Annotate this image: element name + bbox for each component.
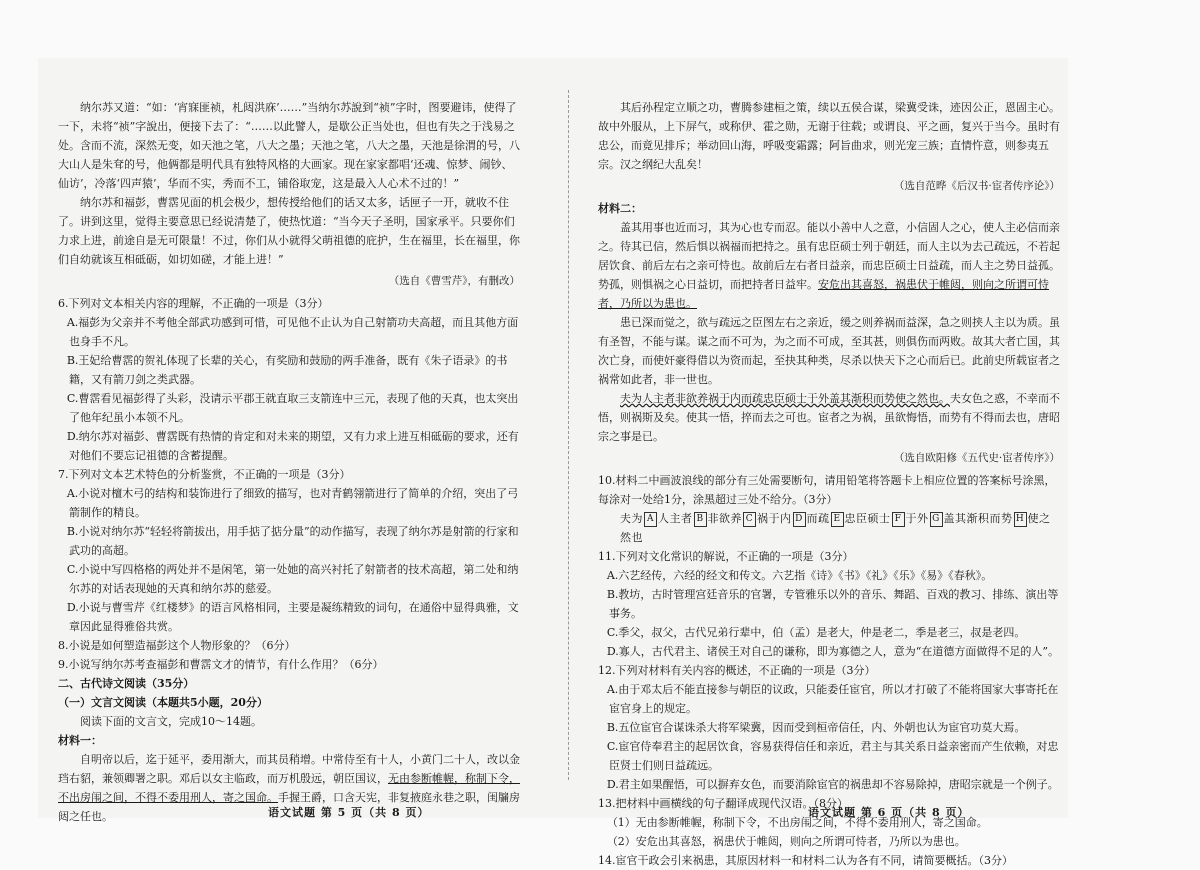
segment: 使之然也 xyxy=(620,512,1051,544)
segment: 盖其渐积而势 xyxy=(943,512,1013,525)
answer-box-h[interactable]: H xyxy=(1014,512,1027,527)
source-note: （选自欧阳修《五代史·宦者传序》） xyxy=(893,452,1060,464)
material-1-continued: 其后孙程定立顺之功，曹腾参建桓之策，续以五侯合谋，梁冀受诛，迹因公正，恩固主心。故中外服从，上下屏气，或称伊、霍之勋，无谢于往载；或谓良、平之画，复兴于当今。虽时有忠公，而竟见排斥；举动回山海，呼吸变霜露；阿旨曲求，则光宠三族；直情忤意，则参夷五宗。汉之纲纪大乱矣！ xyxy=(598,101,1060,171)
page-5 xyxy=(58,98,520,826)
question-13-part-1: （1）无由参断帷幄，称制下令，不出房闱之间，不得不委用刑人，寄之国命。 xyxy=(606,816,988,829)
option-7d: D.小说与曹雪芹《红楼梦》的语言风格相同，主要是凝练精致的词句，在通俗中显得典雅，文章因此显得雅俗共赏。 xyxy=(66,601,519,633)
option-7b: B.小说对纳尔苏“轻轻将箭拔出，用手掂了掂分量”的动作描写，表现了纳尔苏是射箭的行家和武功的高超。 xyxy=(66,525,519,557)
material-2-text-e: 夫女色之惑，不幸而不悟，则祸斯及矣。使其一悟，捽而去之可也。宦者之为祸，虽欲悔悟，而势有不得而去也，唐昭宗之事是已。 xyxy=(598,392,1060,443)
option-11a: A.六艺经传，六经的经文和传文。六艺指《诗》《书》《礼》《乐》《易》《春秋》。 xyxy=(606,569,993,582)
option-7c: C.小说中写四格格的两处并不是闲笔，第一处她的高兴衬托了射箭者的技术高超，第二处和纳尔苏的对话表现她的天真和纳尔苏的慈爱。 xyxy=(66,563,519,595)
source-note: （选自范晔《后汉书·宦者传序论》） xyxy=(893,180,1060,192)
underlined-sentence-1: 无由参断帷幄，称制下令，不出房闱之间，不得不委用刑人，寄之国命。 xyxy=(58,772,520,804)
material-1-text-c: 手握王爵，口含天宪，非复掖庭永巷之职，闺牖房闼之任也。 xyxy=(58,791,520,823)
answer-box-g[interactable]: G xyxy=(930,512,943,527)
option-11c: C.季父，叔父，古代兄弟行辈中，伯（孟）是老大，仲是老二，季是老三，叔是老四。 xyxy=(606,626,1026,639)
question-13: 13.把材料中画横线的句子翻译成现代汉语。（8分） xyxy=(598,797,848,810)
material-1-text-a: 自明帝以后，迄于延平，委用渐大，而其员稍增。中常侍至有十人，小黄门二十人，改以金珰右貂，兼领卿署之职。邓后以女主临政，而万机殷远，朝臣国议， xyxy=(58,753,520,785)
option-6a: A.福彭为父亲并不考他全部武功感到可惜，可见他不止认为自己射箭功夫高超，而且其他方面也身手不凡。 xyxy=(66,316,519,348)
option-12c: C.宦官侍奉君主的起居饮食，容易获得信任和亲近，君主与其关系日益亲密而产生依赖，对忠臣贤士们则日益疏远。 xyxy=(606,740,1059,772)
answer-box-d[interactable]: D xyxy=(793,512,806,527)
page-divider xyxy=(568,90,570,780)
option-7a: A.小说对檀木弓的结构和装饰进行了细致的描写，也对青鹤翎箭进行了简单的介绍，突出了弓箭制作的精良。 xyxy=(66,487,519,519)
punctuation-line xyxy=(598,509,1060,547)
question-11: 11.下列对文化常识的解说，不正确的一项是（3分） xyxy=(598,550,854,563)
option-6c: C.曹霑看见福彭得了头彩，没请示平郡王就直取三支箭连中三元，表现了他的天真，也太突出了他年纪虽小本领不凡。 xyxy=(66,392,519,424)
question-6: 6.下列对文本相关内容的理解，不正确的一项是（3分） xyxy=(58,297,329,310)
option-6d: D.纳尔苏对福彭、曹霑既有热情的肯定和对未来的期望，又有力求上进互相砥砺的要求，还有对他们不要忘记祖德的含蓄提醒。 xyxy=(66,430,519,462)
page-footer-5: 语文试题 第 5 页（共 8 页） xyxy=(268,806,430,819)
material-2-text xyxy=(598,218,1060,313)
option-12d: D.君主如果醒悟，可以摒弃女色，而要消除宦官的祸患却不容易除掉，唐昭宗就是一个例子。 xyxy=(606,778,1059,791)
material-2-paragraph xyxy=(598,389,1060,446)
passage-paragraph: 纳尔苏又道：“如：‘宵寐匪祯，札闼洪庥’……”当纳尔苏說到“祯”字时，图要避讳，使得了一下，未将“祯”字說出，便接下去了：“……以此譬人，是歇公正当处也，但也有失之于浅易之处。含而不流，深然无变，如天池之笔，八大之墨；天池之笔，八大之墨，天池是徐渭的号，八大山人是朱耷的号，他俩都是明代具有独特风格的大画家。现在家家都唱‘还魂、惊梦、闹钞、仙访’，冷落‘四声猿’，华而不实，秀而不工，铺俗取宠，这是最入人心术不过的！” xyxy=(58,101,520,190)
option-11d: D.寡人，古代君主、诸侯王对自己的谦称，即为寡德之人，意为“在道德方面做得不足的人”。 xyxy=(606,645,1059,658)
answer-box-a[interactable]: A xyxy=(644,512,657,527)
segment: 夫为 xyxy=(620,512,643,525)
material-2-paragraph: 患已深而觉之，欲与疏远之臣图左右之亲近，缓之则养祸而益深，急之则挟人主以为质。虽有圣智，不能与谋。谋之而不可为，为之而不可成，至其甚，则俱伤而两败。故其大者亡国，其次亡身，而使奸豪得借以为资而起，至抉其种类，尽杀以快天下之心而后已。此前史所载宦者之祸常如此者，非一世也。 xyxy=(598,316,1060,386)
page-6 xyxy=(598,98,1060,870)
question-12: 12.下列对材料有关内容的概述，不正确的一项是（3分） xyxy=(598,664,876,677)
segment: 而疏 xyxy=(806,512,830,525)
answer-box-e[interactable]: E xyxy=(831,512,844,527)
question-10: 10.材料二中画波浪线的部分有三处需要断句，请用铅笔将答题卡上相应位置的答案标号涂黑，每涂对一处给1分，涂黑超过三处不给分。（3分） xyxy=(598,474,1056,506)
question-8: 8.小说是如何塑造福彭这个人物形象的？（6分） xyxy=(58,639,296,652)
question-13-part-2: （2）安危出其喜怒，祸患伏于帷闼，则向之所谓可恃者，乃所以为患也。 xyxy=(606,835,966,848)
subsection-heading: （一）文言文阅读（本题共5小题，20分） xyxy=(58,696,268,709)
instructions: 阅读下面的文言文，完成10～14题。 xyxy=(80,715,262,728)
segment: 于外 xyxy=(905,512,929,525)
option-6b: B.王妃给曹霑的贺礼体现了长辈的关心，有奖励和鼓励的两手准备，既有《朱子语录》的书籍，又有箭刀剑之类武器。 xyxy=(66,354,508,386)
section-heading: 二、古代诗文阅读（35分） xyxy=(58,677,195,690)
segment: 忠臣硕士 xyxy=(844,512,891,525)
wavy-line-sentence: 夫为人主者非欲养祸于内而疏忠臣硕士于外盖其渐积而势使之然也。 xyxy=(620,392,950,405)
option-11b: B.教坊，古时管理宫廷音乐的官署，专管雅乐以外的音乐、舞蹈、百戏的教习、排练、演出等事务。 xyxy=(606,588,1059,620)
question-9: 9.小说写纳尔苏考查福彭和曹霑文才的情节，有什么作用？（6分） xyxy=(58,658,384,671)
segment: 非欲养 xyxy=(707,512,742,525)
question-14: 14.宦官干政会引来祸患，其原因材料一和材料二认为各有不同，请简要概括。（3分） xyxy=(598,854,1013,867)
answer-box-c[interactable]: C xyxy=(743,512,756,527)
source-note: （选自《曹雪芹》，有删改） xyxy=(388,275,520,287)
passage-paragraph: 纳尔苏和福彭，曹霑见面的机会极少，想传授给他们的话又太多，话匣子一开，就收不住了。讲到这里，觉得主要意思已经说清楚了，使热忱道：“当今天子圣明，国家承平。只要你们力求上进，前途自是无可限量！不过，你们从小就得父萌祖德的庇护，生在福里，长在福里，你们自幼就该互相砥砺，如切如磋，才能上进！” xyxy=(58,196,520,266)
option-12a: A.由于邓太后不能直接参与朝臣的议政，只能委任宦官，所以才打破了不能将国家大事寄托在宦官身上的规定。 xyxy=(606,683,1059,715)
segment: 祸于内 xyxy=(757,512,792,525)
option-12b: B.五位宦官合谋诛杀大将军梁冀，因而受到桓帝信任，内、外朝也认为宦官功莫大焉。 xyxy=(606,721,1026,734)
material-2-label: 材料二： xyxy=(598,202,642,215)
underlined-sentence-2: 安危出其喜怒，祸患伏于帷闼，则向之所谓可恃者，乃所以为患也。 xyxy=(598,278,1049,310)
material-1-label: 材料一： xyxy=(58,734,102,747)
material-2-text-a: 盖其用事也近而习，其为心也专而忍。能以小善中人之意，小信固人之心，使人主必信而亲之。待其已信，然后惧以祸福而把持之。虽有忠臣硕士列于朝廷，而人主以为去己疏远，不若起居饮食、前后左右之亲可恃也。故前后左右者日益亲，而忠臣硕士日益疏，而人主之势日益孤。势孤，则惧祸之心日益切，而把持者日益牢。 xyxy=(598,221,1060,291)
page-footer-6: 语文试题 第 6 页（共 8 页） xyxy=(808,806,970,819)
segment: 人主者 xyxy=(658,512,693,525)
answer-box-f[interactable]: F xyxy=(892,512,905,527)
answer-box-b[interactable]: B xyxy=(694,512,707,527)
question-7: 7.下列对文本艺术特色的分析鉴赏，不正确的一项是（3分） xyxy=(58,468,351,481)
